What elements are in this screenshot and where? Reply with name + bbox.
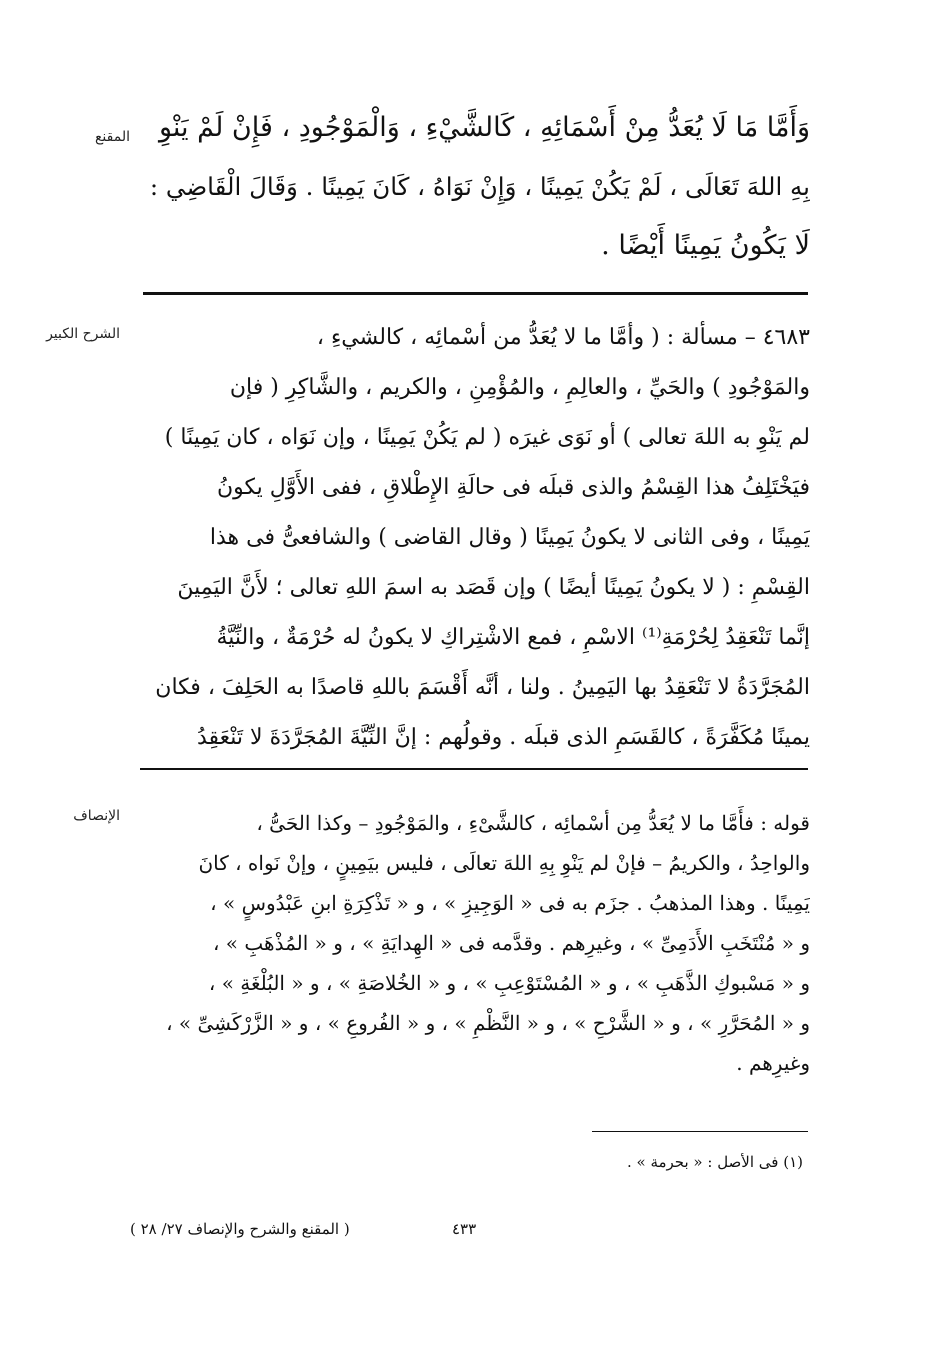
muqni-line: لَا يَكُونُ يَمِينًا أَيْضًا . bbox=[601, 230, 810, 261]
insaf-line: و « مَسْبوكِ الذَّهَبِ » ، و « المُسْتَوْعِبِ » ، و « الخُلاصَةِ » ، و « البُلْغَةِ » ، bbox=[208, 971, 810, 995]
insaf-line: يَمِينًا . وهذا المذهبُ . جزَم به فى « الوَجِيزِ » ، و « تَذْكِرَةِ ابنِ عَبْدُوسٍ » ، bbox=[210, 891, 810, 915]
sharh-line: إنَّما تَنْعَقِدُ لِحُرْمَةِ⁽¹⁾ الاسْمِ ، فمع الاشْتِراكِ لا يكونُ له حُرْمَةٌ ، والنِّيَّةُ bbox=[216, 625, 810, 650]
sharh-line: القِسْمِ : ( لا يكونُ يَمِينًا أيضًا ) وإن قَصَد به اسمَ اللهِ تعالى ؛ لأَنَّ اليَمِينَ bbox=[177, 575, 810, 600]
sharh-text bbox=[140, 313, 810, 763]
insaf-text bbox=[140, 803, 810, 1083]
footnote: (١) فى الأصل : « بحرمة » . bbox=[626, 1153, 803, 1171]
muqni-text bbox=[140, 98, 810, 275]
page-number: ٤٣٣ bbox=[452, 1220, 477, 1238]
muqni-line: بِهِ اللهَ تَعَالَى ، لَمْ يَكُنْ يَمِينًا ، وَإِنْ نَوَاهُ ، كَانَ يَمِينًا . وَقَالَ الْقَاضِي : bbox=[149, 172, 810, 201]
sharh-line: يمينًا مُكَفَّرَةً ، كالقَسَمِ الذى قبلَه . وقولُهم : إنَّ النِّيَّةَ المُجَرَّدَةَ لا تَنْعَقِدُ bbox=[196, 725, 810, 750]
insaf-line: و « المُحَرَّرِ » ، و « الشَّرْحِ » ، و « النَّظْمِ » ، و « الفُروعِ » ، و « الزَّرْكَشِىِّ » ، bbox=[166, 1011, 810, 1035]
sharh-line: فيَخْتَلِفُ هذا القِسْمُ والذى قبلَه فى حالَةِ الإِطْلاقِ ، ففى الأَوَّلِ يكونُ bbox=[216, 475, 810, 500]
section-divider-thick bbox=[143, 292, 808, 295]
insaf-line: قوله : فأَمَّا ما لا يُعَدُّ مِن أسْمائِه ، كالشَّىْءِ ، والمَوْجُودِ – وكذا الحَىُّ ، bbox=[256, 811, 810, 835]
sharh-line: يَمِينًا ، وفى الثانى لا يكونُ يَمِينًا ( وقال القاضى ) والشافعىُّ فى هذا bbox=[209, 525, 810, 550]
section-label-muqni: المقنع bbox=[94, 129, 130, 145]
volume-reference: ( المقنع والشرح والإنصاف ٢٧/ ٢٨ ) bbox=[130, 1220, 350, 1238]
insaf-line: وغيرِهم . bbox=[736, 1051, 810, 1075]
sharh-line: لم يَنْوِ به اللهَ تعالى ) أو نَوَى غيرَه ( لم يَكُنْ يَمِينًا ، وإن نَوَاه ، كان يَمِينًا ) bbox=[164, 425, 810, 450]
sharh-line: ٤٦٨٣ – مسألة : ( وأمَّا ما لا يُعَدُّ من أسْمائِه ، كالشيءِ ، bbox=[316, 325, 810, 350]
section-divider-thin bbox=[140, 768, 808, 770]
sharh-line: والمَوْجُودِ ) والحَيِّ ، والعالِمِ ، والمُؤْمِنِ ، والكريم ، والشَّاكِرِ ( فإن bbox=[229, 375, 810, 400]
section-label-insaf: الإنصاف bbox=[73, 808, 120, 824]
muqni-line: وَأَمَّا مَا لَا يُعَدُّ مِنْ أَسْمَائِهِ ، كَالشَّيْءِ ، وَالْمَوْجُودِ ، فَإِنْ لَمْ يَنْوِ bbox=[158, 112, 810, 143]
insaf-line: والواحِدُ ، والكريمُ – فإنْ لم يَنْوِ بِهِ اللهَ تعالَى ، فليس بيَمِينٍ ، وإنْ نَواه ، كانَ bbox=[198, 851, 810, 875]
section-label-sharh: الشرح الكبير bbox=[46, 326, 120, 342]
sharh-line: المُجَرَّدَةُ لا تَنْعَقِدُ بها اليَمِينُ . ولنا ، أنَّه أَقْسَمَ باللهِ قاصدًا به الحَلِفَ ، فكان bbox=[155, 675, 810, 700]
footnote-divider bbox=[592, 1131, 808, 1132]
insaf-line: و « مُنْتَخَبِ الأَدَمِىِّ » ، وغيرِهم . وقدَّمه فى « الهِدايَةِ » ، و « المُذْهَبِ » ، bbox=[212, 931, 810, 955]
